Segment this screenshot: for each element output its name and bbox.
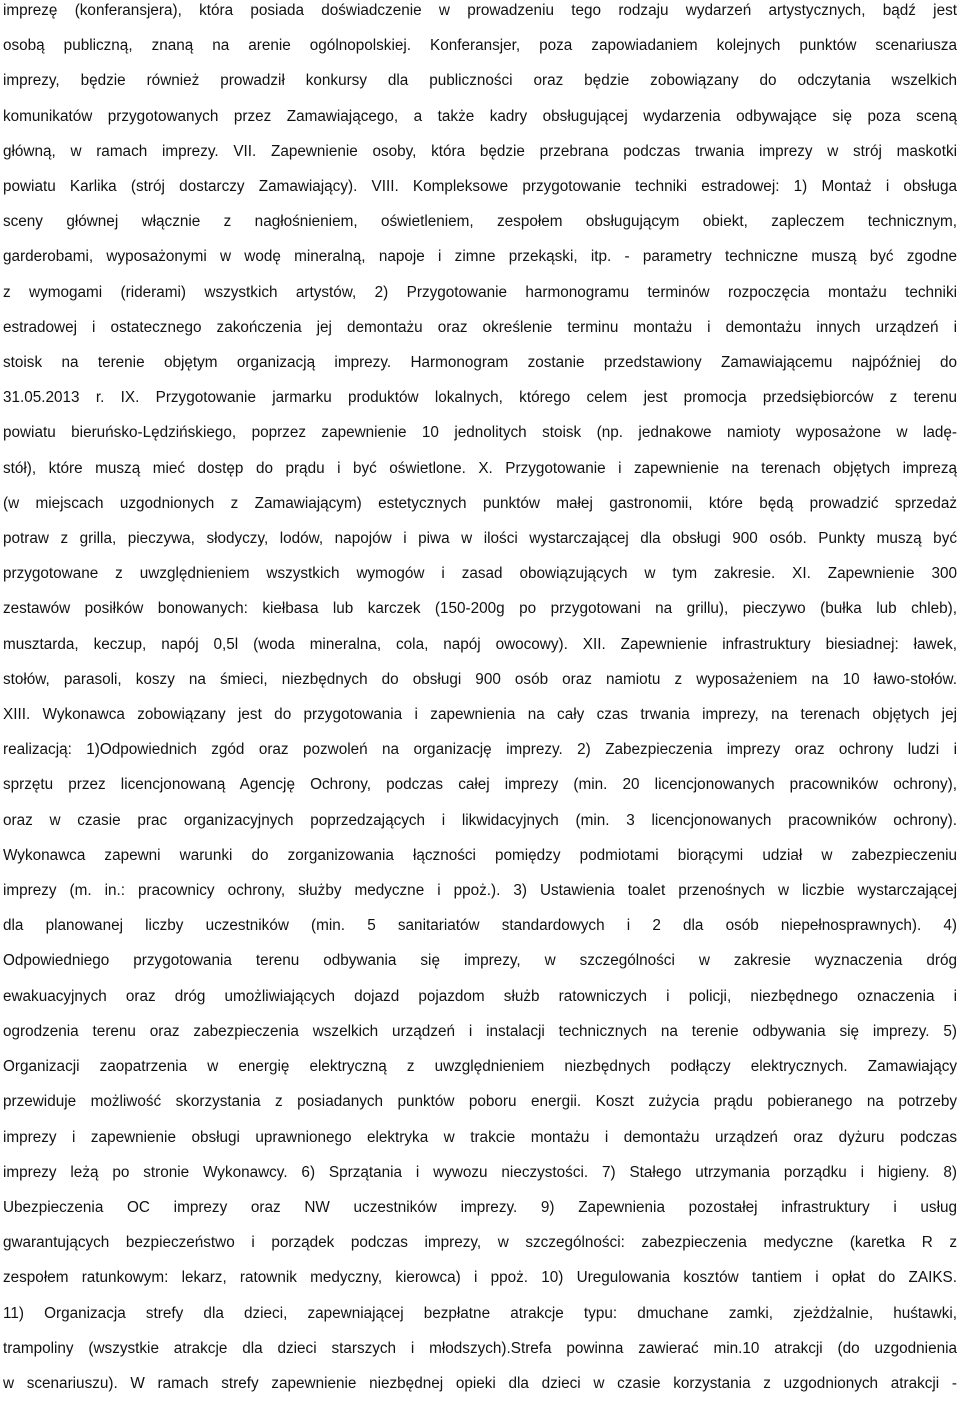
text-line: ewakuacyjnych oraz dróg umożliwiających dojazd pojazdom służb ratowniczych i policji, niezbędnego oznaczenia i [3, 987, 957, 1005]
text-line: XIII. Wykonawca zobowiązany jest do przygotowania i zapewnienia na cały czas trwania imprezy, na terenach objętych jej [3, 706, 957, 724]
text-line: Wykonawca zapewni warunki do zorganizowania łączności pomiędzy podmiotami biorącymi udział w zabezpieczeniu [3, 846, 957, 864]
text-line: estradowej i ostatecznego zakończenia jej demontażu oraz określenie terminu montażu i demontażu innych urządzeń i [3, 318, 957, 336]
text-line: potraw z grilla, pieczywa, słodyczy, lodów, napojów i piwa w ilości wystarczającej dla obsługi 900 osób. Punkty muszą być [3, 530, 957, 548]
text-line: sprzętu przez licencjonowaną Agencję Ochrony, podczas całej imprezy (min. 20 licencjonowanych pracowników ochrony), [3, 776, 957, 794]
text-line: zespołem ratunkowym: lekarz, ratownik medyczny, kierowca) i ppoż. 10) Uregulowania kosztów tantiem i opłat do ZAIKS. [3, 1269, 957, 1287]
text-line: musztarda, keczup, napój 0,5l (woda mineralna, cola, napój owocowy). XII. Zapewnienie infrastruktury biesiadnej: ławek, [3, 635, 957, 653]
text-line: imprezę (konferansjera), która posiada doświadczenie w prowadzeniu tego rodzaju wydarzeń artystycznych, bądź jest [3, 2, 957, 19]
text-line: imprezy leżą po stronie Wykonawcy. 6) Sprzątania i wywozu nieczystości. 7) Stałego utrzymania porządku i higieny. 8) [3, 1163, 957, 1181]
text-line: w scenariuszu). W ramach strefy zapewnienie niezbędnej opieki dla dzieci w czasie korzystania z uzgodnionych atrakcji - [3, 1374, 957, 1392]
text-line: garderobami, wyposażonymi w wodę mineralną, napoje i zimne przekąski, itp. - parametry techniczne muszą być zgodne [3, 248, 957, 266]
text-line: imprezy (m. in.: pracownicy ochrony, służby medyczne i ppoż.). 3) Ustawienia toalet przenośnych w liczbie wystarczającej [3, 882, 957, 900]
text-line: (w miejscach uzgodnionych z Zamawiającym) estetycznych punktów małej gastronomii, które będą prowadzić sprzedaż [3, 494, 957, 512]
text-line: stołów, parasoli, koszy na śmieci, niezbędnych do obsługi 900 osób oraz namiotu z wyposażeniem na 10 ławo-stołów. [3, 670, 957, 688]
text-line: powiatu bieruńsko-Lędzińskiego, poprzez zapewnienie 10 jednolitych stoisk (np. jednakowe namioty wyposażone w ladę- [3, 424, 957, 442]
text-line: zestawów posiłków bonowanych: kiełbasa lub karczek (150-200g po przygotowani na grillu), pieczywo (bułka lub chleb), [3, 600, 957, 618]
text-line: z wymogami (riderami) wszystkich artystów, 2) Przygotowanie harmonogramu terminów rozpoczęcia montażu techniki [3, 283, 957, 301]
text-line: przewiduje możliwość skorzystania z posiadanych punktów poboru energii. Koszt zużycia prądu pobieranego na potrzeby [3, 1093, 957, 1111]
text-line: trampoliny (wszystkie atrakcje dla dzieci starszych i młodszych).Strefa powinna zawierać min.10 atrakcji (do uzgodnienia [3, 1339, 957, 1357]
text-line: przygotowane z uwzględnieniem wszystkich wymogów i zasad obowiązujących w tym zakresie. XI. Zapewnienie 300 [3, 565, 957, 583]
text-line: Ubezpieczenia OC imprezy oraz NW uczestników imprezy. 9) Zapewnienia pozostałej infrastruktury i usług [3, 1198, 957, 1216]
text-line: stół), które muszą mieć dostęp do prądu i być oświetlone. X. Przygotowanie i zapewnienie na terenach objętych imprezą [3, 459, 957, 477]
text-line: komunikatów przygotowanych przez Zamawiającego, a także kadry obsługującej wydarzenia odbywające się poza sceną [3, 107, 957, 125]
text-line: powiatu Karlika (strój dostarczy Zamawiający). VIII. Kompleksowe przygotowanie techniki estradowej: 1) Montaż i obsługa [3, 178, 957, 196]
text-line: ogrodzenia terenu oraz zabezpieczenia wszelkich urządzeń i instalacji technicznych na terenie odbywania się imprezy. 5) [3, 1022, 957, 1040]
text-line: realizacją: 1)Odpowiednich zgód oraz pozwoleń na organizację imprezy. 2) Zabezpieczenia imprezy oraz ochrony ludzi i [3, 741, 957, 759]
text-line: Odpowiedniego przygotowania terenu odbywania się imprezy, w szczególności w zakresie wyznaczenia dróg [3, 952, 957, 970]
text-line: imprezy, będzie również prowadził konkursy dla publiczności oraz będzie zobowiązany do odczytania wszelkich [3, 72, 957, 90]
text-line: 11) Organizacja strefy dla dzieci, zapewniającej bezpłatne atrakcje typu: dmuchane zamki, zjeżdżalnie, huśtawki, [3, 1304, 957, 1322]
text-line: imprezy i zapewnienie obsługi uprawnionego elektryka w trakcie montażu i demontażu urządzeń oraz dyżuru podczas [3, 1128, 957, 1146]
text-line: gwarantujących bezpieczeństwo i porządek podczas imprezy, w szczególności: zabezpieczenia medyczne (karetka R z [3, 1234, 957, 1252]
text-line: stoisk na terenie objętym organizacją imprezy. Harmonogram zostanie przedstawiony Zamawiającemu najpóźniej do [3, 354, 957, 372]
text-line: osobą publiczną, znaną na arenie ogólnopolskiej. Konferansjer, poza zapowiadaniem kolejnych punktów scenariusza [3, 37, 957, 55]
document-body-text [3, 0, 957, 1401]
text-line: Organizacji zaopatrzenia w energię elektryczną z uwzględnieniem niezbędnych podłączy elektrycznych. Zamawiający [3, 1058, 957, 1076]
text-line: główną, w ramach imprezy. VII. Zapewnienie osoby, która będzie przebrana podczas trwania imprezy w strój maskotki [3, 142, 957, 160]
text-line: oraz w czasie prac organizacyjnych poprzedzających i likwidacyjnych (min. 3 licencjonowanych pracowników ochrony). [3, 811, 957, 829]
text-line: dla planowanej liczby uczestników (min. 5 sanitariatów standardowych i 2 dla osób niepełnosprawnych). 4) [3, 917, 957, 935]
text-line: 31.05.2013 r. IX. Przygotowanie jarmarku produktów lokalnych, którego celem jest promocja przedsiębiorców z terenu [3, 389, 957, 407]
text-line: sceny głównej włącznie z nagłośnieniem, oświetleniem, zespołem obsługującym obiekt, zapleczem technicznym, [3, 213, 957, 231]
